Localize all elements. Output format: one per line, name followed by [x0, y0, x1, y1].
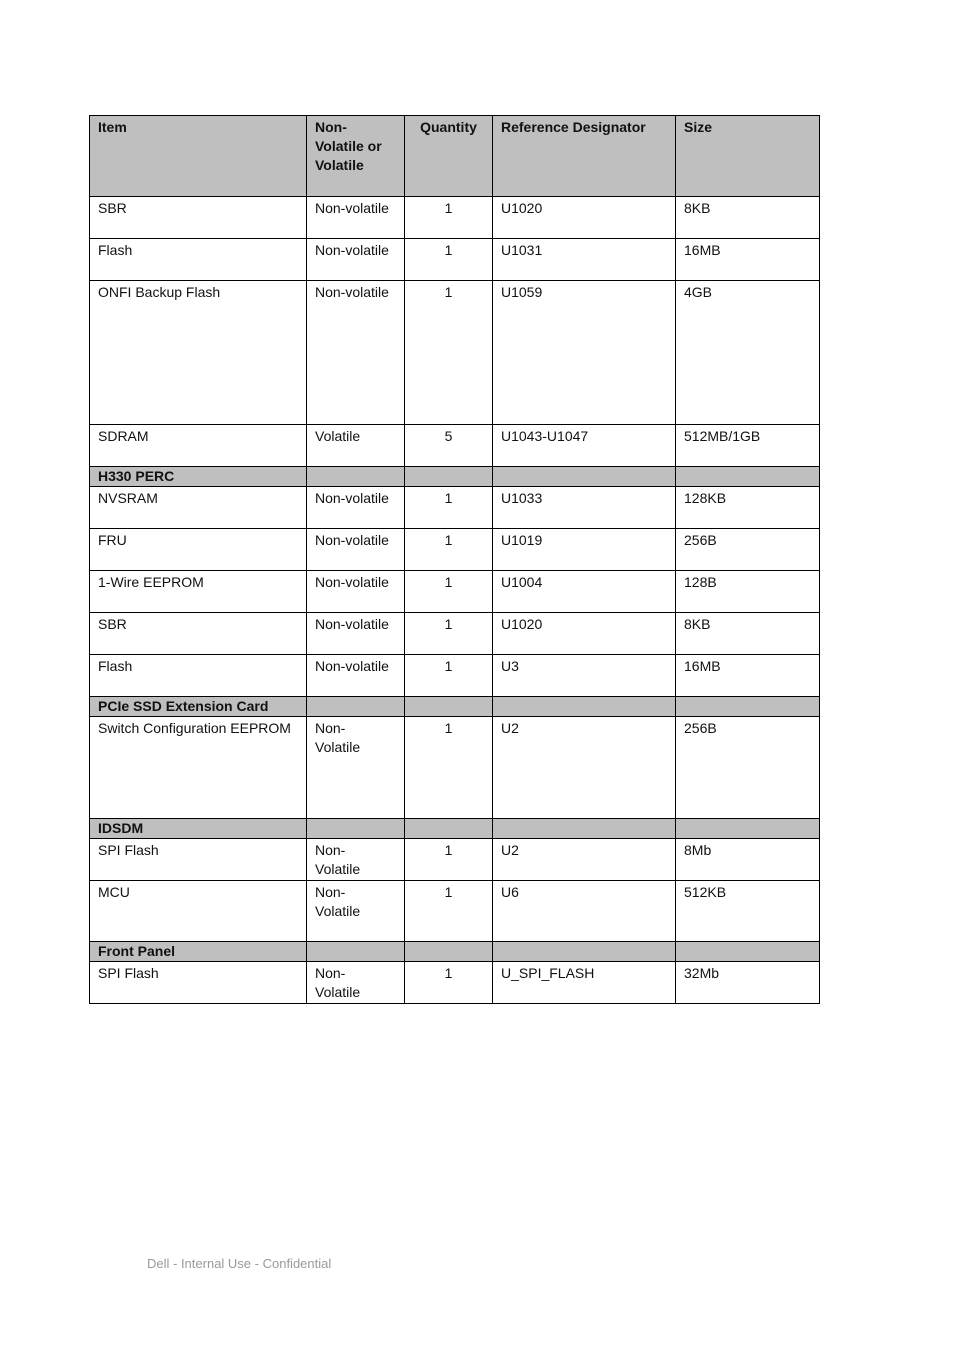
table-row — [90, 655, 820, 697]
cell-size: 32Mb — [676, 962, 820, 1004]
cell-quantity: 1 — [405, 839, 493, 881]
table-row — [90, 839, 820, 881]
table-row — [90, 571, 820, 613]
cell-item: SPI Flash — [90, 839, 307, 881]
cell-volatility — [307, 839, 405, 881]
header-item: Item — [90, 116, 307, 197]
cell-ref: U1059 — [493, 281, 676, 425]
section-title: H330 PERC — [90, 467, 307, 487]
cell-size: 256B — [676, 529, 820, 571]
cell-item: Switch Configuration EEPROM — [90, 717, 307, 819]
cell-item: 1-Wire EEPROM — [90, 571, 307, 613]
cell-volatility: Non-volatile — [307, 487, 405, 529]
cell-quantity: 1 — [405, 529, 493, 571]
section-header-front-panel — [90, 942, 820, 962]
cell-volatility: Non-volatile — [307, 571, 405, 613]
cell-quantity: 1 — [405, 881, 493, 942]
table-row — [90, 529, 820, 571]
cell-item: Flash — [90, 239, 307, 281]
cell-ref: U1020 — [493, 197, 676, 239]
cell-ref: U_SPI_FLASH — [493, 962, 676, 1004]
confidentiality-footer: Dell - Internal Use - Confidential — [147, 1256, 332, 1271]
cell-quantity: 1 — [405, 962, 493, 1004]
cell-size: 16MB — [676, 239, 820, 281]
cell-quantity: 1 — [405, 197, 493, 239]
cell-volatility-text: Non- Volatile — [315, 720, 361, 755]
cell-volatility-text: Non- Volatile — [315, 884, 361, 919]
memory-inventory-table — [89, 115, 820, 1004]
cell-quantity: 1 — [405, 717, 493, 819]
cell-item: MCU — [90, 881, 307, 942]
cell-ref: U1031 — [493, 239, 676, 281]
cell-ref: U2 — [493, 839, 676, 881]
table-row — [90, 487, 820, 529]
cell-ref: U1043-U1047 — [493, 425, 676, 467]
cell-ref: U6 — [493, 881, 676, 942]
cell-ref: U1019 — [493, 529, 676, 571]
header-quantity: Quantity — [405, 116, 493, 197]
cell-volatility: Non-volatile — [307, 281, 405, 425]
cell-quantity: 1 — [405, 613, 493, 655]
section-title: PCIe SSD Extension Card — [90, 697, 307, 717]
cell-volatility-text: Non- Volatile — [315, 842, 361, 877]
table-row — [90, 717, 820, 819]
cell-quantity: 5 — [405, 425, 493, 467]
cell-volatility: Non-volatile — [307, 613, 405, 655]
section-header-h330-perc — [90, 467, 820, 487]
cell-size: 8KB — [676, 613, 820, 655]
table-header-row — [90, 116, 820, 197]
table-row — [90, 425, 820, 467]
cell-ref: U1004 — [493, 571, 676, 613]
table-row — [90, 281, 820, 425]
cell-quantity: 1 — [405, 281, 493, 425]
cell-size: 4GB — [676, 281, 820, 425]
cell-ref: U2 — [493, 717, 676, 819]
cell-ref: U3 — [493, 655, 676, 697]
cell-size: 8Mb — [676, 839, 820, 881]
table-row — [90, 239, 820, 281]
cell-volatility: Non-volatile — [307, 529, 405, 571]
cell-volatility — [307, 881, 405, 942]
cell-volatility: Non-volatile — [307, 239, 405, 281]
cell-item: ONFI Backup Flash — [90, 281, 307, 425]
cell-item: SDRAM — [90, 425, 307, 467]
cell-ref: U1033 — [493, 487, 676, 529]
cell-ref: U1020 — [493, 613, 676, 655]
cell-size: 8KB — [676, 197, 820, 239]
table-row — [90, 881, 820, 942]
cell-quantity: 1 — [405, 487, 493, 529]
cell-item: SBR — [90, 613, 307, 655]
cell-volatility-text: Non- Volatile — [315, 965, 361, 1000]
header-size: Size — [676, 116, 820, 197]
cell-item: Flash — [90, 655, 307, 697]
cell-item: FRU — [90, 529, 307, 571]
cell-item: SPI Flash — [90, 962, 307, 1004]
cell-volatility — [307, 962, 405, 1004]
cell-size: 128B — [676, 571, 820, 613]
header-reference-designator: Reference Designator — [493, 116, 676, 197]
cell-item: NVSRAM — [90, 487, 307, 529]
cell-size: 16MB — [676, 655, 820, 697]
cell-quantity: 1 — [405, 571, 493, 613]
cell-size: 512KB — [676, 881, 820, 942]
section-title: IDSDM — [90, 819, 307, 839]
table-row — [90, 613, 820, 655]
cell-size: 256B — [676, 717, 820, 819]
cell-quantity: 1 — [405, 239, 493, 281]
header-volatility — [307, 116, 405, 197]
cell-quantity: 1 — [405, 655, 493, 697]
cell-volatility: Non-volatile — [307, 655, 405, 697]
header-volatility-text: Non- Volatile or Volatile — [315, 119, 382, 173]
cell-size: 128KB — [676, 487, 820, 529]
cell-item: SBR — [90, 197, 307, 239]
table-row — [90, 197, 820, 239]
section-header-pcie-ssd — [90, 697, 820, 717]
section-header-idsdm — [90, 819, 820, 839]
section-title: Front Panel — [90, 942, 307, 962]
cell-volatility: Non-volatile — [307, 197, 405, 239]
cell-size: 512MB/1GB — [676, 425, 820, 467]
cell-volatility — [307, 717, 405, 819]
cell-volatility: Volatile — [307, 425, 405, 467]
table-row — [90, 962, 820, 1004]
